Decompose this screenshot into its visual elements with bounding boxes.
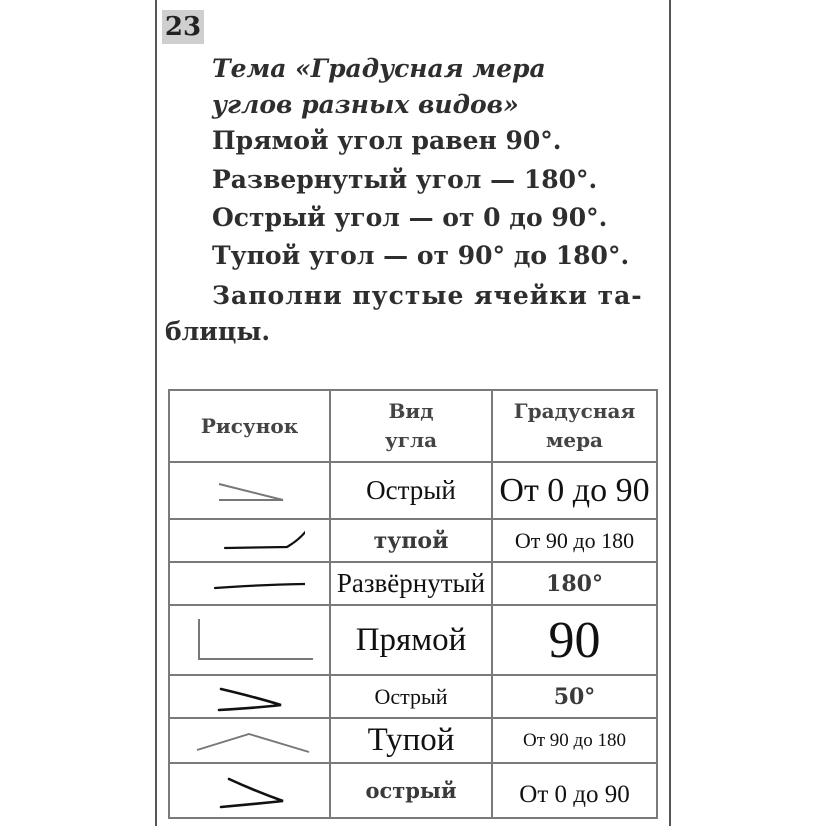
header-angle-type: Вид угла [330,390,492,462]
figure-cell [169,675,330,718]
angle-type-cell: Острый [330,675,492,718]
header-degree-measure: Градусная мера [492,390,657,462]
exercise-number: 23 [162,10,204,44]
degree-measure-cell: От 90 до 180 [492,718,657,763]
angles-table [168,389,658,819]
rule-straight-angle: Развернутый угол — 180°. [212,165,598,194]
figure-cell [169,519,330,562]
topic-title-line-1: Тема «Градусная мера [212,54,546,83]
task-instruction-line-2: блицы. [165,317,271,346]
straight-angle-sketch-icon [195,574,305,594]
degree-measure-cell: 50° [492,675,657,718]
table-row [169,605,657,675]
figure-cell [169,562,330,605]
table-row [169,519,657,562]
rule-obtuse-angle: Тупой угол — от 90° до 180°. [212,241,630,270]
degree-measure-cell: 90 [492,605,657,675]
angle-type-cell: тупой [330,519,492,562]
acute-angle-sketch-icon [195,773,305,809]
acute-angle-sketch-icon [195,681,305,713]
header-figure: Рисунок [169,390,330,462]
angle-type-cell: Прямой [330,605,492,675]
angle-type-cell: Тупой [330,718,492,763]
degree-measure-cell: От 0 до 90 [492,462,657,519]
table-row [169,675,657,718]
figure-cell [169,718,330,763]
obtuse-angle-sketch-icon [195,526,305,556]
rule-right-angle: Прямой угол равен 90°. [212,126,562,155]
figure-cell [169,763,330,818]
degree-measure-cell: От 90 до 180 [492,519,657,562]
table-row [169,562,657,605]
angle-type-cell: Острый [330,462,492,519]
obtuse-angle-icon [185,726,315,756]
table-row [169,763,657,818]
right-angle-icon [185,615,315,665]
figure-cell [169,605,330,675]
task-instruction-line-1: Заполни пустые ячейки та- [212,281,643,310]
table-row [169,462,657,519]
angle-type-cell: острый [330,763,492,818]
rule-acute-angle: Острый угол — от 0 до 90°. [212,203,608,232]
acute-angle-icon [205,476,295,506]
table-row [169,718,657,763]
table-header-row [169,390,657,462]
topic-title-line-2: углов разных видов» [212,90,519,119]
degree-measure-cell: 180° [492,562,657,605]
degree-measure-cell: От 0 до 90 [492,763,657,818]
figure-cell [169,462,330,519]
angle-type-cell: Развёрнутый [330,562,492,605]
